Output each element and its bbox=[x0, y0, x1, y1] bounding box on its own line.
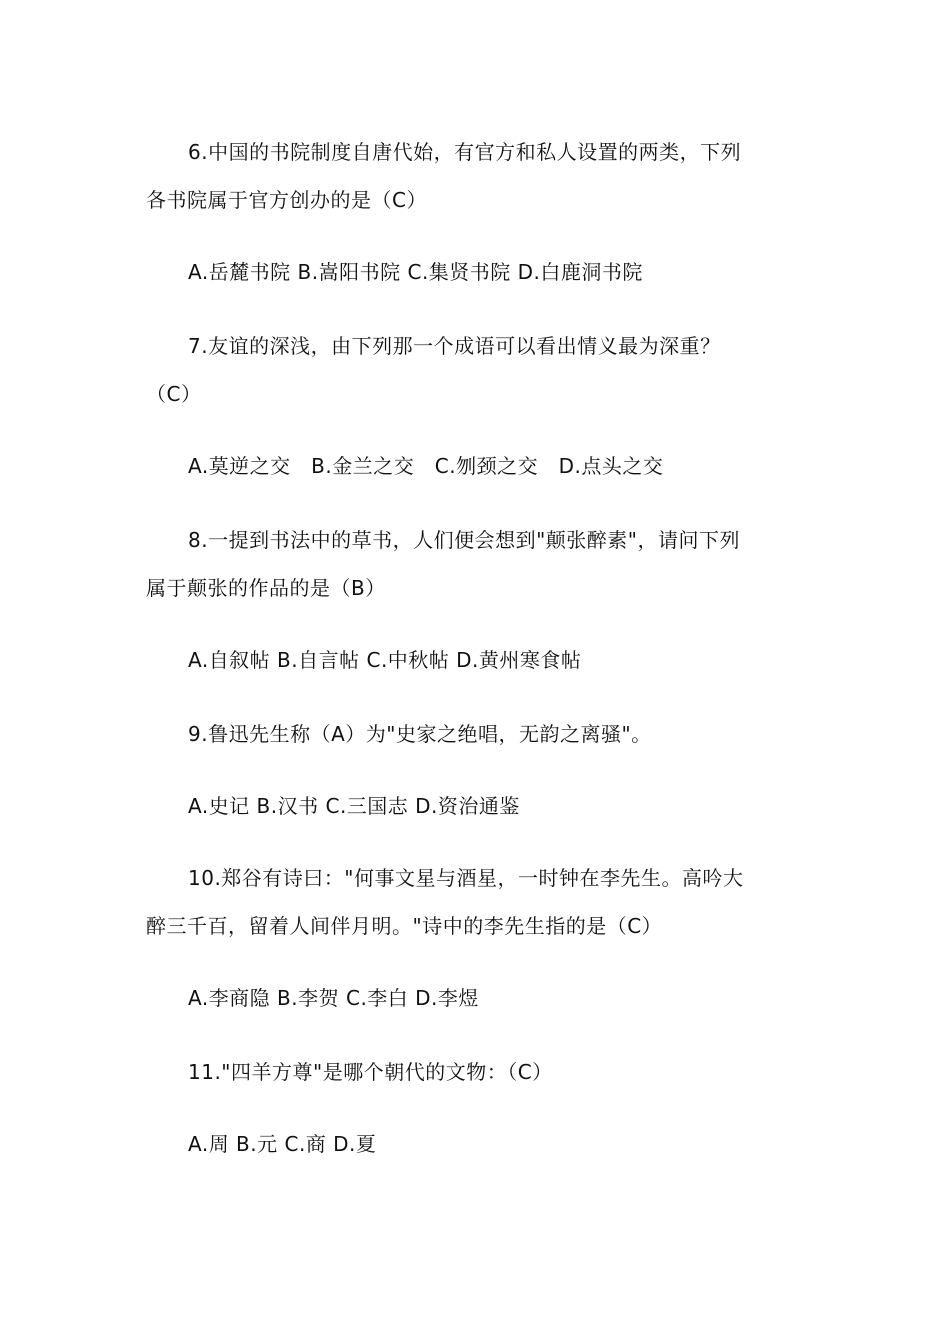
question-11-options: A.周 B.元 C.商 D.夏 bbox=[188, 1132, 377, 1156]
question-7-stem-line-1: 7.友谊的深浅，由下列那一个成语可以看出情义最为深重？ bbox=[188, 334, 721, 358]
question-8-stem-line-2: 属于颠张的作品的是（B） bbox=[146, 576, 386, 600]
question-9-stem-line-1: 9.鲁迅先生称（A）为"史家之绝唱，无韵之离骚"。 bbox=[188, 722, 652, 746]
question-6-stem-line-2: 各书院属于官方创办的是（C） bbox=[146, 188, 427, 212]
question-8-options: A.自叙帖 B.自言帖 C.中秋帖 D.黄州寒食帖 bbox=[188, 648, 582, 672]
question-6-options: A.岳麓书院 B.嵩阳书院 C.集贤书院 D.白鹿洞书院 bbox=[188, 260, 643, 284]
question-10-options: A.李商隐 B.李贺 C.李白 D.李煜 bbox=[188, 986, 479, 1010]
question-10-stem-line-2: 醉三千百，留着人间伴月明。"诗中的李先生指的是（C） bbox=[146, 914, 663, 938]
question-11-stem-line-1: 11."四羊方尊"是哪个朝代的文物：（C） bbox=[188, 1060, 553, 1084]
question-7-stem-line-2: （C） bbox=[146, 382, 202, 406]
question-10-stem-line-1: 10.郑谷有诗曰："何事文星与酒星，一时钟在李先生。高吟大 bbox=[188, 866, 744, 890]
question-8-stem-line-1: 8.一提到书法中的草书，人们便会想到"颠张醉素"，请问下列 bbox=[188, 528, 740, 552]
question-6-stem-line-1: 6.中国的书院制度自唐代始，有官方和私人设置的两类，下列 bbox=[188, 140, 742, 164]
question-9-options: A.史记 B.汉书 C.三国志 D.资治通鉴 bbox=[188, 794, 520, 818]
question-7-options: A.莫逆之交 B.金兰之交 C.刎颈之交 D.点头之交 bbox=[188, 454, 664, 478]
